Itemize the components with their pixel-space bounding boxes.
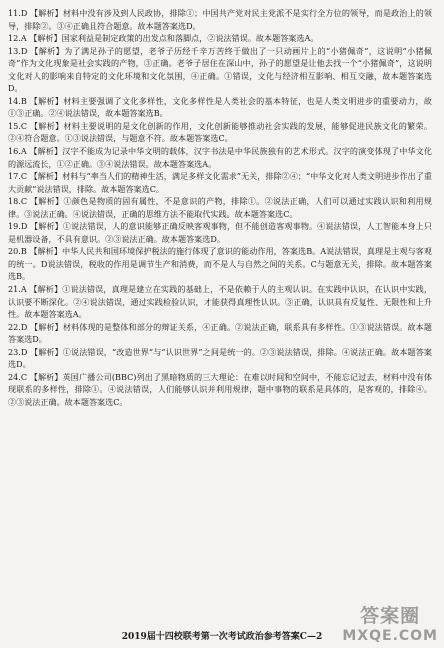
answer-item: 18.C 【解析】①颜色是物质的固有属性，不是意识的产物，排除①。②说法正确，人们可以通过实践认识和利用规律。③说法正确。④说法错误，正确的思维方法不能取代实践。故本题答案选C。 <box>8 196 432 219</box>
answer-item: 13.D 【解析】为了满足孙子的愿望，老爷子历经千辛万苦终于做出了一只动画片上的“小猪佩奇”，这说明“小猪佩奇”作为文化现象是社会实践的产物，③正确。老爷子居住在深山中，孙子的愿望是让他去找一个“小猪佩奇”，这说明文化对人的影响来自特定的文化环境和文化氛围，④正确。①错误，文化与经济相互影响、相互交融，故本题答案选D。 <box>8 45 432 94</box>
answer-item: 15.C 【解析】材料主要说明的是文化创新的作用，文化创新能够推动社会实践的发展，能够促进民族文化的繁荣。②④符合题意。①③说法错误，与题意不符。故本题答案选C。 <box>8 120 432 144</box>
answer-item: 21.A 【解析】①说法错误，真理是建立在实践的基础上，不是依赖于人的主观认识。在实践中认识，在认识中实践，认识要不断深化。②④说法错误，通过实践检验认识，才能获得真理性认识。③正确，认识具有反复性、无限性和上升性。故本题答案选A。 <box>8 284 432 320</box>
answer-explanations <box>8 7 432 409</box>
answer-item: 23.D 【解析】①说法错误，“改造世界”与“认识世界”之间是统一的。②③说法错误，排除。④说法正确。故本题答案选D。 <box>8 346 432 370</box>
answer-item: 20.B 【解析】中华人民共和国环境保护税法的施行体现了意识的能动作用，答案选B。A说法错误，真理是主观与客观的统一。D说法错误，税收的作用是调节生产和消费，而不是人与自然之间的关系。C与题意无关，排除。故本题答案选B。 <box>8 246 432 282</box>
answer-item: 14.B 【解析】材料主要强调了文化多样性，文化多样性是人类社会的基本特征，也是人类文明进步的重要动力，故①③正确。②④说法错误，故本题答案选B。 <box>8 95 432 119</box>
answer-item: 12.A 【解析】国家利益是制定政策的出发点和落脚点，②说法错误。故本题答案选A。 <box>8 33 319 44</box>
answer-item: 16.A 【解析】汉字不能成为记录中华文明的载体，汉字书法是中华民族独有的艺术形式。汉字的演变体现了中华文化的源远流长，①②正确。③④说法错误。故本题答案选A。 <box>8 146 432 169</box>
watermark-brand: 答案圈 <box>360 605 421 627</box>
answer-item: 22.D 【解析】材料体现的是整体和部分的辩证关系，④正确。②说法正确，联系具有多样性。①③说法错误。故本题答案选D。 <box>8 321 432 345</box>
answer-item: 17.C 【解析】材料与“率当人们的精神生活，满足多样文化需求”无关，排除②④；“中华文化对人类文明进步作出了重大贡献”说法错误，排除。故本题答案选C。 <box>8 171 432 194</box>
watermark-url: MXQE.COM <box>342 628 438 644</box>
answer-item: 24.C 【解析】英国广播公司(BBC)列出了黑暗物质的三大理论：在难以时间和空间中，不能忘记过去，材料中没有体现联系的多样性，排除①。④说法错误，人们能够认识并利用规律，题中事物的联系是具体的，是客观的，排除④。②③说法正确。故本题答案选C。 <box>8 371 432 407</box>
answer-item: 11.D 【解析】材料中没有涉及到人民政协，排除①；中国共产党对民主党派不是实行全方位的领导，而是政治上的领导，排除②。③④正确且符合题意。故本题答案选D。 <box>8 8 432 31</box>
page-footer: 2019届十四校联考第一次考试政治参考答案C—2 <box>121 632 323 642</box>
answer-item: 19.D 【解析】①说法错误，人的意识能够正确反映客观事物，但不能创造客观事物。④说法错误，人工智能本身上只是机器设备，不具有意识。②③说法正确。故本题答案选D。 <box>8 221 432 244</box>
site-watermark <box>342 601 438 644</box>
